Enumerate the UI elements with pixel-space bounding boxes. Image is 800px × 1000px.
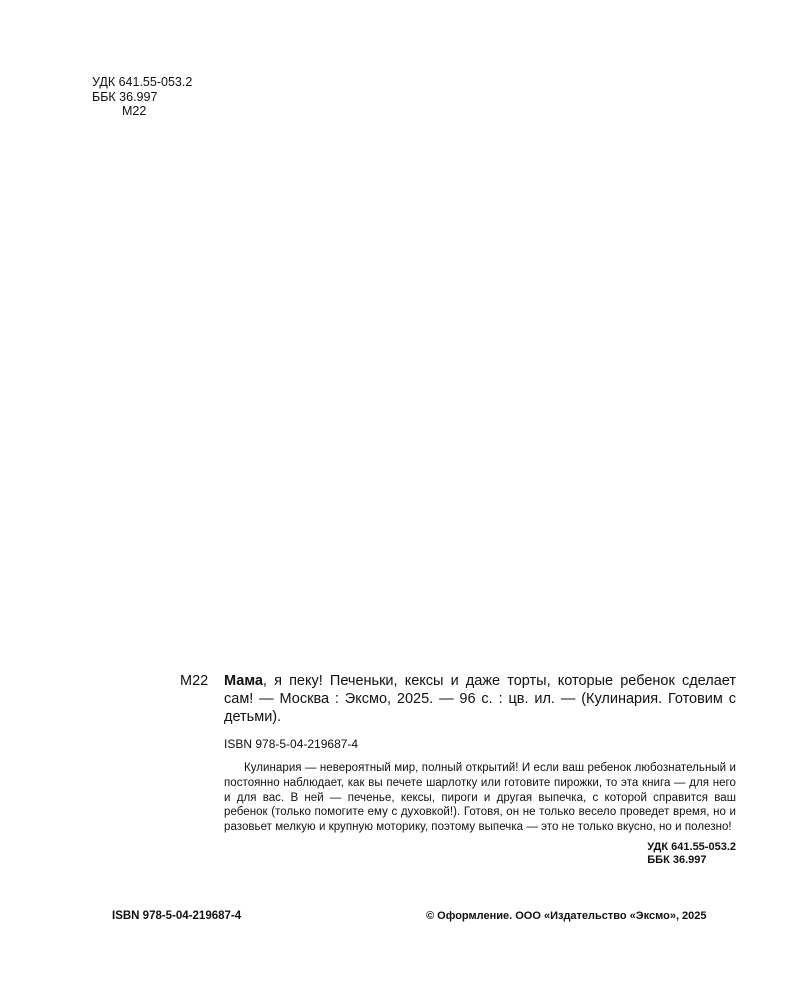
bibliographic-description: , я пеку! Печеньки, кексы и даже торты, которые ребенок сделает сам! — Москва : Эксмо, 2025. — 96 с. : цв. ил. — (Кулинария. Готовим с детьми). bbox=[224, 673, 736, 725]
udk-code: УДК 641.55-053.2 bbox=[92, 75, 193, 89]
catalog-classification-codes bbox=[224, 841, 736, 868]
catalog-author-mark: М22 bbox=[180, 673, 209, 689]
top-classification-codes bbox=[92, 75, 192, 119]
catalog-record bbox=[224, 672, 736, 868]
catalog-isbn: ISBN 978-5-04-219687-4 bbox=[224, 737, 359, 751]
bbk-code: ББК 36.997 bbox=[92, 89, 158, 104]
catalog-udk-code: УДК 641.55-053.2 bbox=[647, 840, 736, 853]
bibliographic-entry bbox=[224, 672, 736, 726]
author-mark: М22 bbox=[122, 104, 147, 118]
footer-isbn: ISBN 978-5-04-219687-4 bbox=[112, 910, 242, 922]
footer-copyright: © Оформление. ООО «Издательство «Эксмо», 2025 bbox=[426, 910, 707, 922]
book-title-lead: Мама bbox=[224, 673, 263, 689]
annotation-text: Кулинария — невероятный мир, полный открытий! И если ваш ребенок любознательный и постоянно наблюдает, как вы печете шарлотку или готовите пирожки, то эта книга — для него и для вас. В ней — печенье, кексы, пироги и другая выпечка, с которой справится ваш ребенок (только помогите ему с духовкой!). Готовя, он не только весело проведет время, но и разовьет мелкую и крупную моторику, поэтому выпечка — это не только вкусно, но и полезно! bbox=[224, 762, 736, 834]
catalog-bbk-code: ББК 36.997 bbox=[647, 854, 707, 867]
